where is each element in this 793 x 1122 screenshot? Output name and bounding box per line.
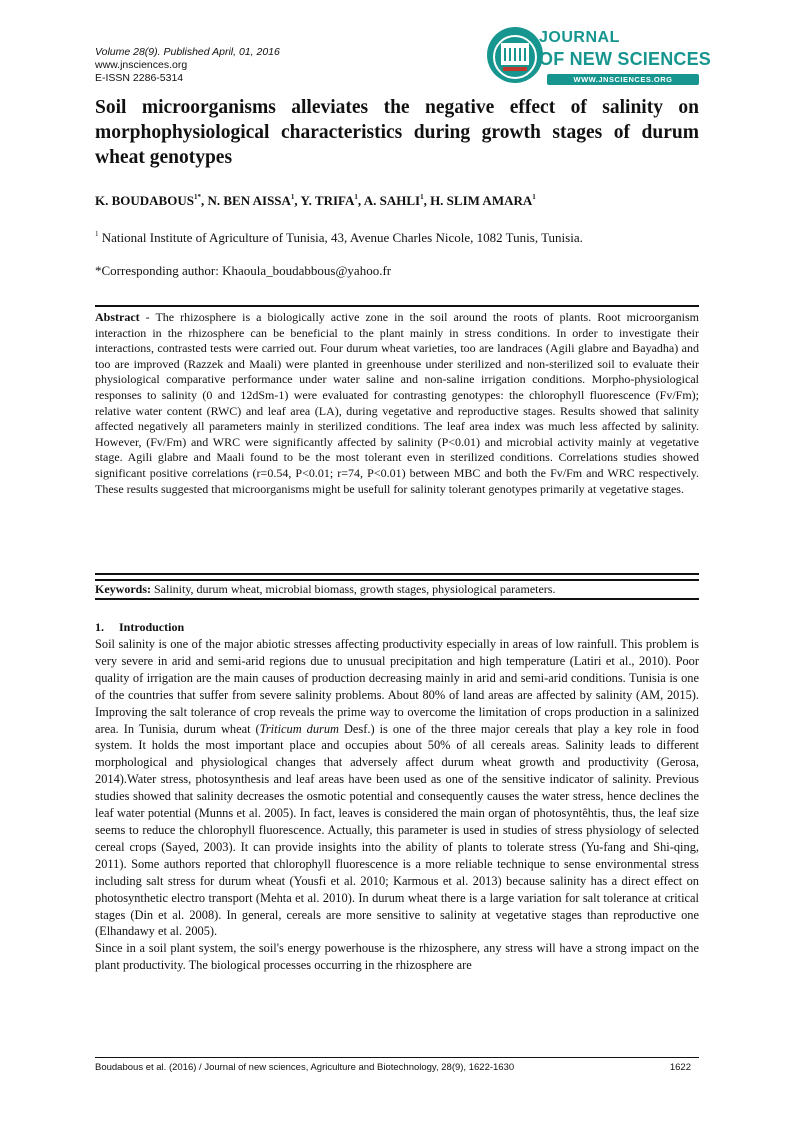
species-name: Triticum durum [259, 721, 339, 736]
paragraph [95, 636, 699, 940]
logo-line-1: JOURNAL [539, 29, 620, 46]
abstract-text: - The rhizosphere is a biologically active zone in the soil around the roots of plants. Root microorganism interaction in the rhizosphere can be beneficial to the plant mainly in stress conditions. In order to investigate their interactions, contrasted tests were carried out. Four durum wheat varieties, too are landraces (Agili glabre and Bayadha) and too are improved (Razzek and Maali) were planted in greenhouse under sterilized and non-sterilized soil to evaluate their physiological comparative performance under water saline and non-saline irrigation conditions. Morpho-physiological responses to salinity (0 and 12dSm-1) were evaluated for contrasting genotypes: the chlorophyll fluorescence (Fv/Fm); relative water content (RWC) and leaf area (LA), during vegetative and reproductive stages. Results showed that salinity affected negatively all parameters mainly in sterilized conditions. The leaf area index was much less affected by salinity. However, (Fv/Fm) and WRC were significantly affected by salinity (P<0.01) and microbial activity mainly at vegetative stage. Agili glabre and Maali found to be the most tolerant even in sterilized conditions. Correlations studies showed significant positive correlations (r=0.54, P<0.01; r=74, P<0.01) between MBC and both the Fv/Fm and WRC respectively. These results suggested that microorganisms might be usefull for salinity tolerant genotypes primarily at vegetative stages. [95, 310, 699, 496]
section-title: Introduction [119, 620, 185, 634]
logo-url: WWW.JNSCIENCES.ORG [547, 74, 699, 85]
author-name: H. SLIM AMARA [430, 193, 533, 208]
journal-logo [487, 25, 712, 93]
author-name: K. BOUDABOUS [95, 193, 194, 208]
website-link[interactable]: www.jnsciences.org [95, 59, 188, 71]
keywords-top-rule [95, 579, 699, 581]
author-affil-mark: 1 [354, 193, 358, 201]
affiliation-text: National Institute of Agriculture of Tunisia, 43, Avenue Charles Nicole, 1082 Tunis, Tunisia. [101, 230, 583, 245]
volume-line: Volume 28(9). Published April, 01, 2016 [95, 46, 280, 58]
paragraph-text: Desf.) is one of the three major cereals that play a key role in food system. It holds the most important place and occupies about 50% of all cereals areas. Salinity leads to different morphological and physiological changes that adversely affect durum wheat growth and productivity (Gerosa, 2014).Water stress, photosynthesis and leaf areas have been used as one of the sensitive indicator of salinity. Previous studies showed that salinity decreases the osmotic potential and consequently causes the water stress, hence declines the leaf water potential (Munns et al. 2005). In fact, leaves is considered the main organ of photosyntêhtis, thus, the leaf size seems to reduce the chlorophyll fluorescence. Actually, this parameter is used in studies of stress physiology of selected cereal crops (Sayed, 2003). It can provide insights into the ability of plants to tolerate stress (Yu-fang and Shi-qing, 2011). Some authors reported that chlorophyll fluorescence is a more reliable technique to sense environmental stress including salt stress for durum wheat (Yousfi et al. 2010; Karmous et al. 2013) because salinity has a direct effect on photosynthetic electro transport (Mehta et al. 2010). In durum wheat there is a large variation for salt tolerance at critical stages (Din et al. 2008). In general, cereals are more sensitive to salinity at vegetative stages than reproductive one (Elhandawy et al. 2005). [95, 721, 700, 939]
author-affil-mark: 1 [290, 193, 295, 201]
affiliation [95, 230, 583, 246]
abstract-top-rule [95, 305, 699, 307]
author-affil-mark: 1 [532, 193, 536, 201]
author-name: A. SAHLI [363, 193, 421, 208]
abstract-label: Abstract [95, 310, 140, 324]
logo-line-2: OF NEW SCIENCES [539, 49, 712, 69]
journal-header [95, 46, 280, 85]
section-heading [95, 620, 184, 635]
keywords-block [95, 582, 699, 597]
affiliation-mark: 1 [95, 230, 99, 238]
footer-rule [95, 1057, 699, 1058]
paper-title: Soil microorganisms alleviates the negative effect of salinity on morphophysiological characteristics during growth stages of durum wheat genotypes [95, 97, 699, 168]
page-number: 1622 [669, 1062, 691, 1073]
issn-line: E-ISSN 2286-5314 [95, 72, 184, 84]
keywords-label: Keywords: [95, 582, 151, 596]
author-affil-mark: 1* [193, 193, 201, 201]
section-number: 1. [95, 620, 104, 634]
keywords-text: Salinity, durum wheat, microbial biomass, growth stages, physiological parameters. [151, 582, 556, 596]
author-name: N. BEN AISSA [207, 193, 291, 208]
abstract-block [95, 310, 699, 497]
paragraph-text: Soil salinity is one of the major abiotic stresses affecting productivity especially in areas of low rainfull. This problem is very severe in arid and semi-arid regions due to unusual precipitation and high temperature (Latiri et al., 2010). Poor quality of irrigation are the main causes of production decreasing mainly in arid and semi-arid conditions. Tunisia is one of the countries that suffer from severe salinity problems. About 80% of land areas are affected by salinity (AM, 2015). Improving the salt tolerance of crop reveals the prime way to overcome the limitation of crops production in a salinized area. In Tunisia, durum wheat ( [95, 637, 699, 736]
corresponding-author: *Corresponding author: Khaoula_boudabbous@yahoo.fr [95, 263, 392, 278]
introduction-body [95, 636, 699, 974]
journal-seal-icon [487, 27, 543, 83]
page-footer [95, 1062, 699, 1073]
keywords-bottom-rule [95, 598, 699, 600]
footer-citation: Boudabous et al. (2016) / Journal of new sciences, Agriculture and Biotechnology, 28(9), 1622-1630 [95, 1062, 515, 1073]
abstract-bottom-rule [95, 573, 699, 575]
author-affil-mark: 1 [420, 193, 424, 201]
paragraph: Since in a soil plant system, the soil's energy powerhouse is the rhizosphere, any stress will have a strong impact on the plant productivity. The biological processes occurring in the rhizosphere are [95, 941, 699, 973]
author-list: K. $BOUDABOUS^{1*}$, N. BEN AISSA$^1$, Y. TRIFA$^1$, A. SAHLI$^1$, H. SLIM AMARA$^1$ [95, 193, 536, 208]
author-name: Y. TRIFA [300, 193, 355, 208]
